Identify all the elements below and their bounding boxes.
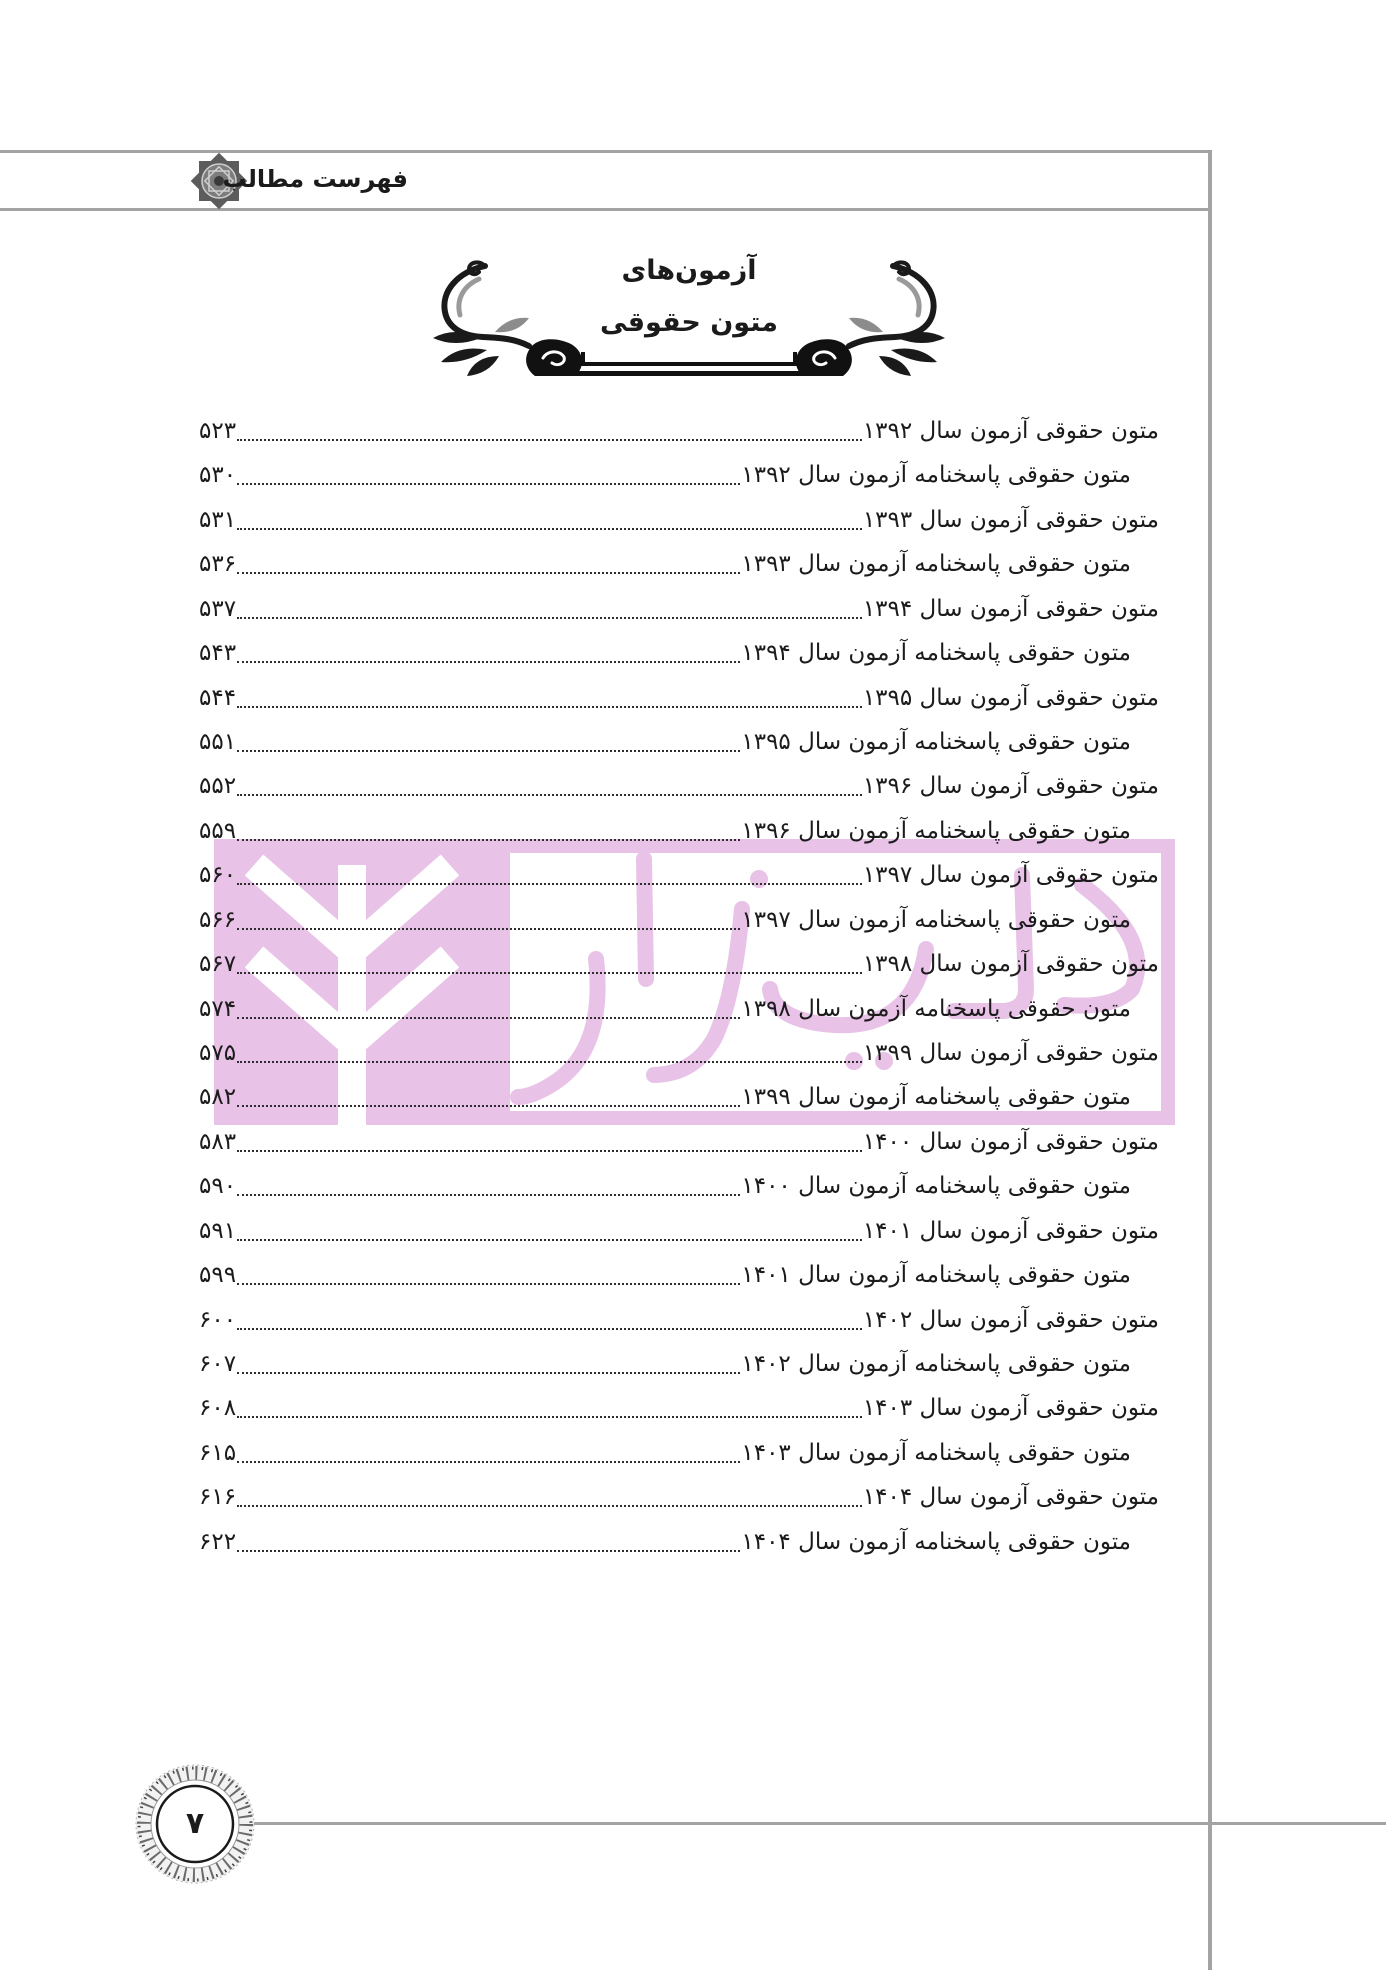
header-bottom-rule — [0, 208, 1212, 211]
toc-entry-title: متون حقوقی آزمون سال ۱۳۹۷ — [862, 862, 1159, 889]
toc-entry — [199, 764, 1159, 808]
ornament-bar-bottom — [573, 371, 805, 376]
toc-entry-page-number: ۵۶۶ — [199, 906, 237, 933]
toc-entry — [199, 498, 1159, 542]
toc-entry — [199, 631, 1159, 675]
toc-entry-page-number: ۵۳۶ — [199, 551, 237, 578]
toc-entry-title: متون حقوقی آزمون سال ۱۴۰۱ — [862, 1217, 1159, 1244]
toc-entry-title: متون حقوقی آزمون سال ۱۴۰۳ — [862, 1395, 1159, 1422]
toc-entry — [199, 1075, 1159, 1119]
toc-entry-title: متون حقوقی آزمون سال ۱۳۹۸ — [862, 951, 1159, 978]
toc-entry — [199, 987, 1159, 1031]
toc-entry-title: متون حقوقی پاسخنامه آزمون سال ۱۴۰۳ — [741, 1439, 1131, 1466]
toc-entry — [199, 898, 1159, 942]
dot-leader — [237, 706, 862, 708]
toc-entry-page-number: ۶۰۷ — [199, 1351, 237, 1378]
toc-entry — [199, 1209, 1159, 1253]
header-top-rule — [0, 150, 1212, 153]
toc-entry — [199, 453, 1159, 497]
toc-entry-page-number: ۵۷۴ — [199, 995, 237, 1022]
ornament-leaf — [441, 349, 487, 363]
dot-leader — [237, 972, 862, 974]
section-title-line-1: آزمون‌های — [621, 255, 757, 286]
toc-entry-page-number: ۵۶۷ — [199, 951, 237, 978]
dot-leader — [237, 839, 740, 841]
toc-entry-page-number: ۵۳۷ — [199, 595, 237, 622]
toc-entry-title: متون حقوقی پاسخنامه آزمون سال ۱۳۹۹ — [741, 1084, 1131, 1111]
toc-entry — [199, 676, 1159, 720]
toc-entry-page-number: ۵۵۱ — [199, 729, 237, 755]
table-of-contents — [199, 409, 1159, 1565]
toc-entry-page-number: ۵۶۰ — [199, 862, 237, 889]
toc-entry-title: متون حقوقی پاسخنامه آزمون سال ۱۳۹۶ — [741, 817, 1131, 844]
toc-entry-page-number: ۵۸۳ — [199, 1128, 237, 1155]
toc-entry-page-number: ۵۹۹ — [199, 1262, 237, 1289]
footer-rule — [250, 1822, 1386, 1825]
toc-entry-page-number: ۵۳۰ — [199, 462, 237, 489]
section-title-line-2: متون حقوقی — [600, 307, 778, 338]
toc-entry-title: متون حقوقی آزمون سال ۱۳۹۴ — [862, 595, 1159, 622]
toc-entry-title: متون حقوقی پاسخنامه آزمون سال ۱۳۹۷ — [741, 906, 1131, 933]
toc-entry — [199, 942, 1159, 986]
dot-leader — [237, 1461, 740, 1463]
dot-leader — [237, 483, 740, 485]
dot-leader — [237, 572, 740, 574]
toc-entry-title: متون حقوقی پاسخنامه آزمون سال ۱۳۹۴ — [741, 640, 1131, 667]
dot-leader — [237, 1017, 740, 1019]
toc-entry-title: متون حقوقی پاسخنامه آزمون سال ۱۳۹۸ — [741, 995, 1131, 1022]
toc-entry — [199, 1475, 1159, 1519]
ornament-bar-top — [573, 362, 805, 366]
toc-entry-page-number: ۶۰۸ — [199, 1395, 237, 1422]
dot-leader — [237, 1105, 740, 1107]
toc-entry — [199, 1342, 1159, 1386]
dot-leader — [237, 1150, 862, 1152]
page-right-rule — [1208, 150, 1212, 1970]
toc-entry-page-number: ۵۹۱ — [199, 1217, 237, 1244]
toc-entry — [199, 809, 1159, 853]
dot-leader — [237, 1194, 740, 1196]
dot-leader — [237, 1416, 862, 1418]
toc-entry-title: متون حقوقی آزمون سال ۱۳۹۳ — [862, 506, 1159, 533]
toc-entry-page-number: ۵۵۲ — [199, 773, 237, 800]
dot-leader — [237, 750, 740, 752]
dot-leader — [237, 439, 862, 441]
dot-leader — [237, 883, 862, 885]
toc-entry-page-number: ۵۷۵ — [199, 1040, 237, 1067]
ornament-scroll — [526, 339, 582, 376]
toc-entry-title: متون حقوقی آزمون سال ۱۴۰۴ — [862, 1484, 1159, 1511]
dot-leader — [237, 528, 862, 530]
toc-entry — [199, 720, 1159, 764]
toc-entry-title: متون حقوقی پاسخنامه آزمون سال ۱۴۰۰ — [741, 1173, 1131, 1200]
toc-entry-page-number: ۵۸۲ — [199, 1084, 237, 1111]
dot-leader — [237, 1061, 862, 1063]
toc-entry-page-number: ۶۰۰ — [199, 1306, 237, 1333]
toc-entry — [199, 1298, 1159, 1342]
toc-entry — [199, 1431, 1159, 1475]
toc-entry-page-number: ۵۳۱ — [199, 506, 237, 533]
toc-entry-title: متون حقوقی پاسخنامه آزمون سال ۱۴۰۲ — [741, 1351, 1131, 1378]
toc-entry-title: متون حقوقی آزمون سال ۱۳۹۵ — [862, 684, 1159, 711]
toc-entry-title: متون حقوقی آزمون سال ۱۳۹۶ — [862, 773, 1159, 800]
toc-entry-title: متون حقوقی پاسخنامه آزمون سال ۱۴۰۱ — [741, 1262, 1131, 1289]
dot-leader — [237, 1283, 740, 1285]
toc-entry-title: متون حقوقی پاسخنامه آزمون سال ۱۳۹۵ — [741, 729, 1131, 755]
toc-entry — [199, 1386, 1159, 1430]
dot-leader — [237, 1550, 740, 1552]
toc-entry-page-number: ۵۵۹ — [199, 817, 237, 844]
dot-leader — [237, 661, 740, 663]
toc-entry-page-number: ۵۴۳ — [199, 640, 237, 667]
toc-entry-title: متون حقوقی پاسخنامه آزمون سال ۱۴۰۴ — [741, 1528, 1131, 1555]
toc-entry — [199, 409, 1159, 453]
toc-entry — [199, 1164, 1159, 1208]
toc-entry-page-number: ۵۲۳ — [199, 418, 237, 444]
dot-leader — [237, 617, 862, 619]
toc-entry — [199, 1120, 1159, 1164]
toc-entry-page-number: ۵۹۰ — [199, 1173, 237, 1200]
toc-entry-title: متون حقوقی آزمون سال ۱۳۹۹ — [862, 1040, 1159, 1067]
toc-entry-page-number: ۶۲۲ — [199, 1528, 237, 1555]
toc-entry — [199, 542, 1159, 586]
toc-entry — [199, 853, 1159, 897]
toc-entry-title: متون حقوقی آزمون سال ۱۴۰۲ — [862, 1306, 1159, 1333]
toc-entry-title: متون حقوقی پاسخنامه آزمون سال ۱۳۹۲ — [741, 462, 1131, 489]
dot-leader — [237, 1328, 862, 1330]
ornament-leaf — [467, 356, 499, 376]
toc-entry-page-number: ۵۴۴ — [199, 684, 237, 711]
toc-entry — [199, 1253, 1159, 1297]
dot-leader — [237, 928, 740, 930]
toc-entry-title: متون حقوقی پاسخنامه آزمون سال ۱۳۹۳ — [741, 551, 1131, 578]
toc-entry-page-number: ۶۱۵ — [199, 1439, 237, 1466]
toc-entry — [199, 1031, 1159, 1075]
page-number: ۷ — [185, 1806, 205, 1841]
toc-entry-title: متون حقوقی آزمون سال ۱۳۹۲ — [862, 418, 1159, 444]
toc-entry — [199, 587, 1159, 631]
dot-leader — [237, 794, 862, 796]
toc-entry-title: متون حقوقی آزمون سال ۱۴۰۰ — [862, 1128, 1159, 1155]
dot-leader — [237, 1239, 862, 1241]
toc-entry-page-number: ۶۱۶ — [199, 1484, 237, 1511]
dot-leader — [237, 1505, 862, 1507]
running-header-title: فهرست مطالب — [222, 165, 408, 193]
dot-leader — [237, 1372, 740, 1374]
toc-entry — [199, 1520, 1159, 1564]
